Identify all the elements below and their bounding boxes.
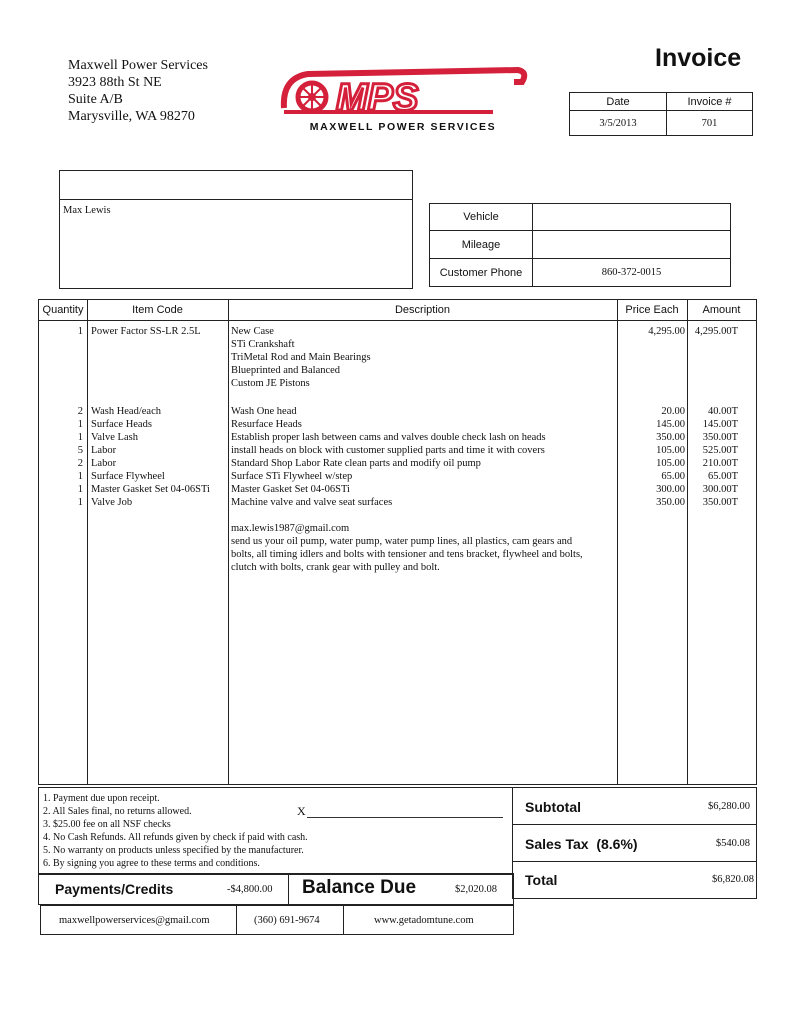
logo-graphic (278, 64, 528, 116)
item-description: New Case (231, 326, 274, 337)
row-desc: Machine valve and valve seat surfaces (231, 497, 393, 508)
balance-due-label: Balance Due (302, 877, 417, 898)
row-desc: Standard Shop Labor Rate clean parts and modify oil pump (231, 458, 481, 469)
payments-label: Payments/Credits (55, 881, 174, 897)
terms-list (39, 788, 513, 874)
vehicle-label: Vehicle (430, 204, 533, 231)
payments-value: -$4,800.00 (227, 884, 273, 895)
terms-item: 1. Payment due upon receipt. (43, 793, 160, 804)
header-price-each: Price Each (625, 304, 679, 316)
table-row (39, 470, 756, 483)
row-price: 105.00 (656, 445, 685, 456)
note-line: clutch with bolts, crank gear with pulley and bolt. (231, 562, 440, 573)
row-qty: 1 (77, 497, 83, 508)
row-code: Valve Job (91, 497, 133, 508)
header-description: Description (394, 304, 451, 316)
company-address-line2: Suite A/B (68, 92, 123, 107)
payments-box (38, 873, 514, 905)
row-qty: 1 (77, 484, 83, 495)
item-rows (39, 405, 756, 509)
customer-phone-label: Customer Phone (430, 259, 533, 287)
note-line: send us your oil pump, water pump, water pump lines, all plastics, cam gears and (231, 536, 573, 547)
row-desc: Establish proper lash between cams and valves double check lash on heads (231, 432, 546, 443)
footer-contacts (40, 905, 514, 935)
totals-box (512, 787, 757, 899)
row-qty: 2 (77, 406, 83, 417)
customer-name: Max Lewis (63, 205, 111, 216)
item-notes (231, 522, 615, 574)
row-price: 20.00 (661, 406, 685, 417)
item-description: STi Crankshaft (231, 339, 295, 350)
row-desc: Resurface Heads (231, 419, 302, 430)
signature-line (307, 817, 503, 818)
row-price: 300.00 (656, 484, 685, 495)
mileage-label: Mileage (430, 231, 533, 259)
item-description: Blueprinted and Balanced (231, 365, 341, 376)
total-value: $6,820.08 (712, 874, 754, 885)
tax-row (513, 825, 756, 862)
sales-tax-label: Sales Tax (8.6%) (525, 836, 638, 852)
row-qty: 2 (77, 458, 83, 469)
item-description-group (231, 325, 371, 390)
row-code: Labor (91, 445, 117, 456)
total-label: Total (525, 872, 558, 888)
table-row (39, 444, 756, 457)
table-row (39, 431, 756, 444)
row-amount: 350.00T (702, 432, 738, 443)
total-row (513, 862, 756, 898)
item-price: 4,295.00 (648, 326, 685, 337)
invoice-number-value: 701 (667, 111, 753, 136)
header-amount: Amount (702, 304, 741, 316)
signature-mark: X (297, 804, 306, 818)
row-desc: Wash One head (231, 406, 297, 417)
subtotal-label: Subtotal (525, 799, 581, 815)
terms-box (38, 787, 513, 875)
mileage-value (533, 231, 731, 259)
bill-to-box (59, 170, 413, 289)
terms-item: 3. $25.00 fee on all NSF checks (43, 819, 171, 830)
logo-text: MAXWELL POWER SERVICES (309, 121, 497, 133)
bill-to-header (60, 171, 412, 200)
row-qty: 5 (77, 445, 83, 456)
subtotal-value: $6,280.00 (708, 801, 750, 812)
row-amount: 210.00T (702, 458, 738, 469)
note-line: max.lewis1987@gmail.com (231, 523, 350, 534)
company-logo (278, 64, 528, 133)
footer-phone[interactable]: (360) 691-9674 (254, 915, 320, 926)
row-code: Labor (91, 458, 117, 469)
row-amount: 40.00T (707, 406, 738, 417)
row-amount: 350.00T (702, 497, 738, 508)
header-item-code: Item Code (132, 304, 183, 316)
invoice-meta (569, 92, 753, 136)
row-price: 350.00 (656, 497, 685, 508)
row-price: 105.00 (656, 458, 685, 469)
balance-due-value: $2,020.08 (455, 884, 497, 895)
table-row (39, 483, 756, 496)
row-qty: 1 (77, 419, 83, 430)
header-quantity: Quantity (42, 304, 84, 316)
row-code: Valve Lash (91, 432, 138, 443)
item-qty: 1 (77, 326, 83, 337)
page-title: Invoice (655, 44, 742, 72)
row-price: 145.00 (656, 419, 685, 430)
row-code: Surface Flywheel (91, 471, 165, 482)
item-amount: 4,295.00T (694, 326, 738, 337)
table-row (39, 457, 756, 470)
terms-item: 4. No Cash Refunds. All refunds given by check if paid with cash. (43, 832, 308, 843)
row-code: Wash Head/each (91, 406, 161, 417)
row-amount: 525.00T (702, 445, 738, 456)
table-row (39, 405, 756, 418)
table-row (39, 496, 756, 509)
company-city: Marysville, WA 98270 (68, 109, 195, 124)
row-code: Master Gasket Set 04-06STi (91, 484, 210, 495)
row-price: 65.00 (661, 471, 685, 482)
row-desc: install heads on block with customer supplied parts and time it with covers (231, 445, 545, 456)
logo-letters: MPS (336, 77, 419, 116)
company-address (68, 57, 208, 125)
row-amount: 145.00T (702, 419, 738, 430)
footer-email[interactable]: maxwellpowerservices@gmail.com (59, 915, 210, 926)
row-amount: 65.00T (707, 471, 738, 482)
terms-item: 2. All Sales final, no returns allowed. (43, 806, 192, 817)
item-description: TriMetal Rod and Main Bearings (231, 352, 371, 363)
sales-tax-value: $540.08 (715, 838, 750, 849)
company-address-line1: 3923 88th St NE (68, 75, 162, 90)
note-line: bolts, all timing idlers and bolts with tensioner and tens bracket, flywheel and bolts, (231, 549, 583, 560)
line-items-table (38, 299, 757, 785)
row-amount: 300.00T (702, 484, 738, 495)
row-price: 350.00 (656, 432, 685, 443)
terms-item: 6. By signing you agree to these terms and conditions. (43, 858, 260, 869)
footer-website[interactable]: www.getadomtune.com (374, 915, 474, 926)
row-qty: 1 (77, 432, 83, 443)
customer-phone-value: 860-372-0015 (533, 259, 731, 287)
subtotal-row (513, 788, 756, 825)
table-row (39, 418, 756, 431)
row-code: Surface Heads (91, 419, 152, 430)
vehicle-info (429, 203, 731, 287)
date-value: 3/5/2013 (570, 111, 667, 136)
invoice-number-label: Invoice # (667, 93, 753, 111)
item-code: Power Factor SS-LR 2.5L (91, 326, 201, 337)
company-name: Maxwell Power Services (68, 58, 208, 73)
row-desc: Surface STi Flywheel w/step (231, 471, 353, 482)
row-qty: 1 (77, 471, 83, 482)
row-desc: Master Gasket Set 04-06STi (231, 484, 350, 495)
terms-item: 5. No warranty on products unless specified by the manufacturer. (43, 845, 304, 856)
item-description: Custom JE Pistons (231, 378, 310, 389)
vehicle-value (533, 204, 731, 231)
date-label: Date (570, 93, 667, 111)
